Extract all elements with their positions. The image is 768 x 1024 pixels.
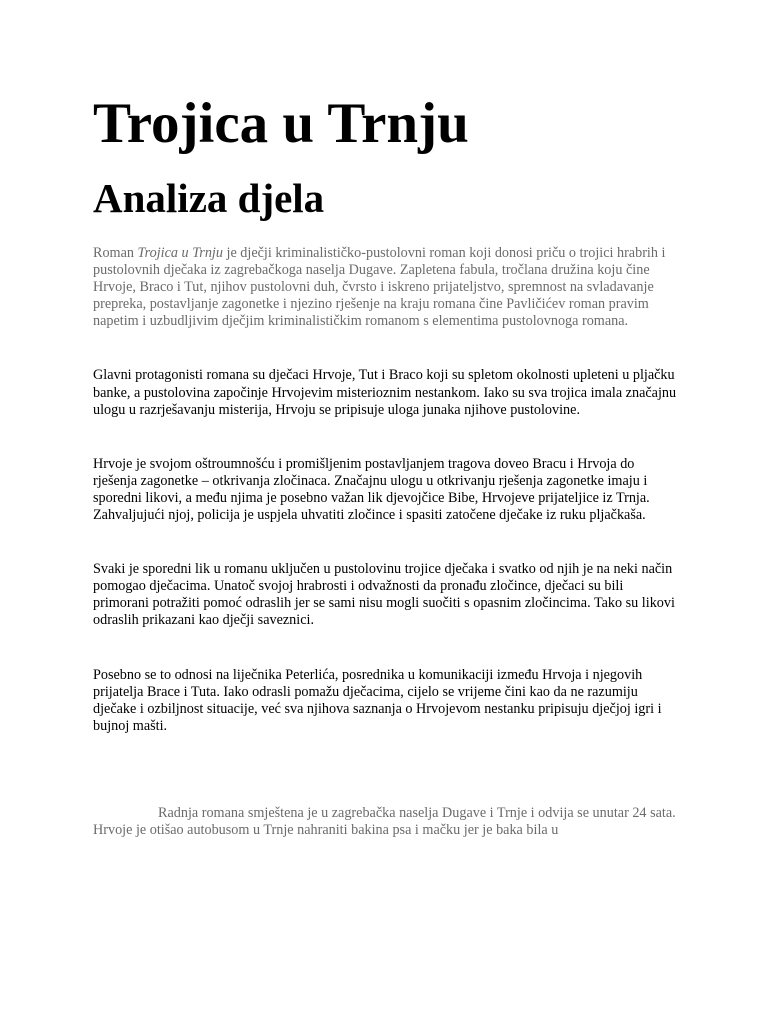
paragraph-protagonists: Glavni protagonisti romana su dječaci Hrvoje, Tut i Braco koji su spletom okolnosti upleteni u pljačku banke, a pustolovina započinje Hrvojevim misterioznim nestankom. Iako su sva trojica imala značajnu ulogu u razrješavanju misterija, Hrvoju se pripisuje uloga junaka njihove pustolovine.: [93, 367, 677, 418]
paragraph-side-characters: Svaki je sporedni lik u romanu uključen u pustolovinu trojice dječaka i svatko od njih je na neki način pomogao dječacima. Unatoč svojoj hrabrosti i odvažnosti da pronađu zločince, dječaci su bili primorani potražiti pomoć odraslih jer se sami nisu mogli suočiti s opasnim zločincima. Tako su likovi odraslih prikazani kao dječji saveznici.: [93, 561, 675, 629]
document-page: [93, 88, 678, 839]
document-subtitle: Analiza djela: [93, 175, 325, 221]
document-title: Trojica u Trnju: [93, 92, 469, 155]
intro-paragraph: [93, 245, 678, 330]
paragraph-setting: Radnja romana smještena je u zagrebačka naselja Dugave i Trnje i odvija se unutar 24 sata. Hrvoje je otišao autobusom u Trnje nahraniti bakina psa i mačku jer je baka bila u: [93, 804, 676, 838]
paragraph-peterlic: Posebno se to odnosi na liječnika Peterlića, posrednika u komunikaciji između Hrvoja i njegovih prijatelja Brace i Tuta. Iako odrasli pomažu dječacima, cijelo se vrijeme čini kao da ne razumiju dječake i ozbiljnost situacije, već sva njihova saznanja o Hrvojevom nestanku pripisuju dječjoj igri i bujnoj mašti.: [93, 666, 662, 734]
intro-book-title: Trojica u Trnju: [137, 245, 223, 261]
paragraph-hrvoje: Hrvoje je svojom oštroumnošću i promišljenim postavljanjem tragova doveo Bracu i Hrvoja do rješenja zagonetke – otkrivanja zločinaca. Značajnu ulogu u otkrivanju rješenja zagonetke imaju i sporedni likovi, a među njima je posebno važan lik djevojčice Bibe, Hrvojeve prijateljice iz Trnja. Zahvaljujući njoj, policija je uspjela uhvatiti zločince i spasiti zatočene dječake iz ruku pljačkaša.: [93, 455, 650, 524]
intro-text: je dječji kriminalističko-pustolovni roman koji donosi priču o trojici hrabrih i pustolovnih dječaka iz zagrebačkoga naselja Dugave. Zapletena fabula, tročlana družina koju čine Hrvoje, Braco i Tut, njihov pustolovni duh, čvrsto i iskreno prijateljstvo, spremnost na svladavanje prepreka, postavljanje zagonetke i njezino rješenje na kraju romana čine Pavličićev roman pravim napetim i uzbudljivim dječjim kriminalističkim romanom s elementima pustolovnoga romana.: [93, 245, 666, 330]
intro-prefix: Roman: [93, 245, 138, 261]
